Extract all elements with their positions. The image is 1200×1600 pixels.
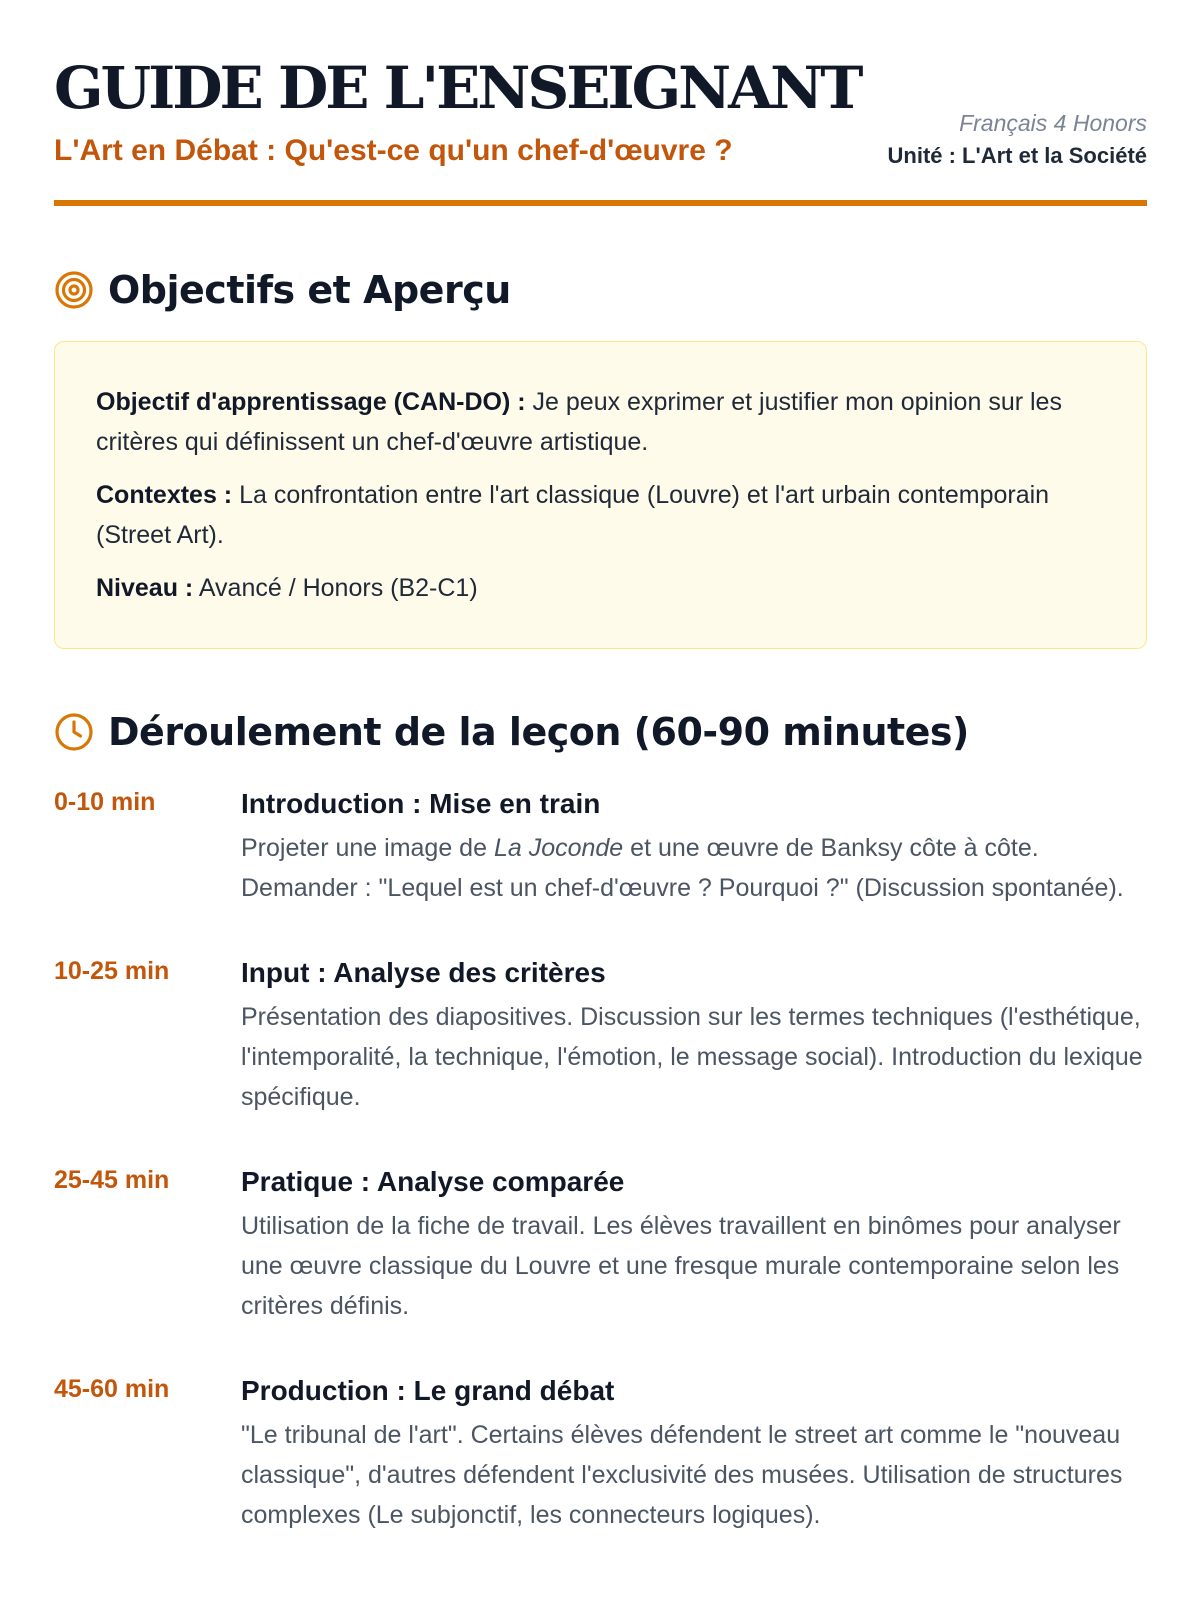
document-page bbox=[54, 0, 1147, 1529]
step-title: Production : Le grand débat bbox=[241, 1375, 615, 1406]
document-header bbox=[54, 0, 1147, 208]
objective-label: Objectif d'apprentissage (CAN-DO) : bbox=[96, 388, 526, 416]
step-description: Présentation des diapositives. Discussion sur les termes techniques (l'esthétique, l'intemporalité, la technique, l'émotion, le message social). Introduction du lexique spécifique. bbox=[241, 1003, 1143, 1111]
timeline-step bbox=[54, 784, 1147, 908]
step-time: 45-60 min bbox=[54, 1375, 170, 1403]
step-description bbox=[241, 828, 1147, 908]
step-title: Input : Analyse des critères bbox=[241, 957, 606, 988]
step-body bbox=[241, 1371, 1147, 1535]
step-body bbox=[241, 953, 1147, 1117]
step-title: Pratique : Analyse comparée bbox=[241, 1166, 625, 1197]
course-name: Français 4 Honors bbox=[959, 110, 1147, 136]
context-text: La confrontation entre l'art classique (Louvre) et l'art urbain contemporain (Street Art). bbox=[96, 481, 1050, 549]
document-title: GUIDE DE L'ENSEIGNANT bbox=[54, 54, 861, 122]
timeline-step bbox=[54, 1371, 1147, 1535]
artwork-title: La Joconde bbox=[493, 834, 624, 862]
lesson-heading: Déroulement de la leçon (60-90 minutes) bbox=[108, 710, 969, 754]
objectives-heading-row bbox=[54, 266, 511, 314]
step-desc-end: et une œuvre de Banksy côte à côte. Demander : "Lequel est un chef-d'œuvre ? Pourquoi ?" (Discussion spontanée). bbox=[241, 834, 1124, 902]
step-desc-start: Projeter une image de bbox=[241, 834, 494, 862]
header-divider bbox=[54, 200, 1147, 206]
lesson-heading-row bbox=[54, 708, 969, 756]
timeline-step bbox=[54, 953, 1147, 1117]
step-body bbox=[241, 1162, 1147, 1326]
step-title: Introduction : Mise en train bbox=[241, 788, 601, 819]
context-label: Contextes : bbox=[96, 481, 233, 509]
context-item bbox=[96, 475, 1106, 555]
clock-icon bbox=[54, 712, 94, 752]
objectives-heading: Objectifs et Aperçu bbox=[108, 268, 511, 312]
target-icon bbox=[54, 270, 94, 310]
step-time: 10-25 min bbox=[54, 957, 170, 985]
document-subtitle: L'Art en Débat : Qu'est-ce qu'un chef-d'œuvre ? bbox=[54, 134, 733, 167]
level-text: Avancé / Honors (B2-C1) bbox=[193, 574, 478, 602]
level-label: Niveau : bbox=[96, 574, 194, 602]
objective-item bbox=[96, 382, 1106, 462]
step-body bbox=[241, 784, 1147, 908]
objective-text: Je peux exprimer et justifier mon opinion sur les critères qui définissent un chef-d'œuvre artistique. bbox=[96, 388, 1062, 456]
unit-name: Unité : L'Art et la Société bbox=[887, 143, 1147, 168]
level-item bbox=[96, 568, 1106, 608]
step-description: Utilisation de la fiche de travail. Les élèves travaillent en binômes pour analyser une œuvre classique du Louvre et une fresque murale contemporaine selon les critères définis. bbox=[241, 1212, 1121, 1320]
step-time: 25-45 min bbox=[54, 1166, 170, 1194]
timeline-step bbox=[54, 1162, 1147, 1326]
step-description: "Le tribunal de l'art". Certains élèves défendent le street art comme le "nouveau classique", d'autres défendent l'exclusivité des musées. Utilisation de structures complexes (Le subjonctif, les connecteurs logiques). bbox=[241, 1421, 1123, 1529]
objectives-box bbox=[54, 341, 1147, 649]
lesson-timeline bbox=[54, 784, 1147, 1580]
step-time: 0-10 min bbox=[54, 788, 156, 816]
